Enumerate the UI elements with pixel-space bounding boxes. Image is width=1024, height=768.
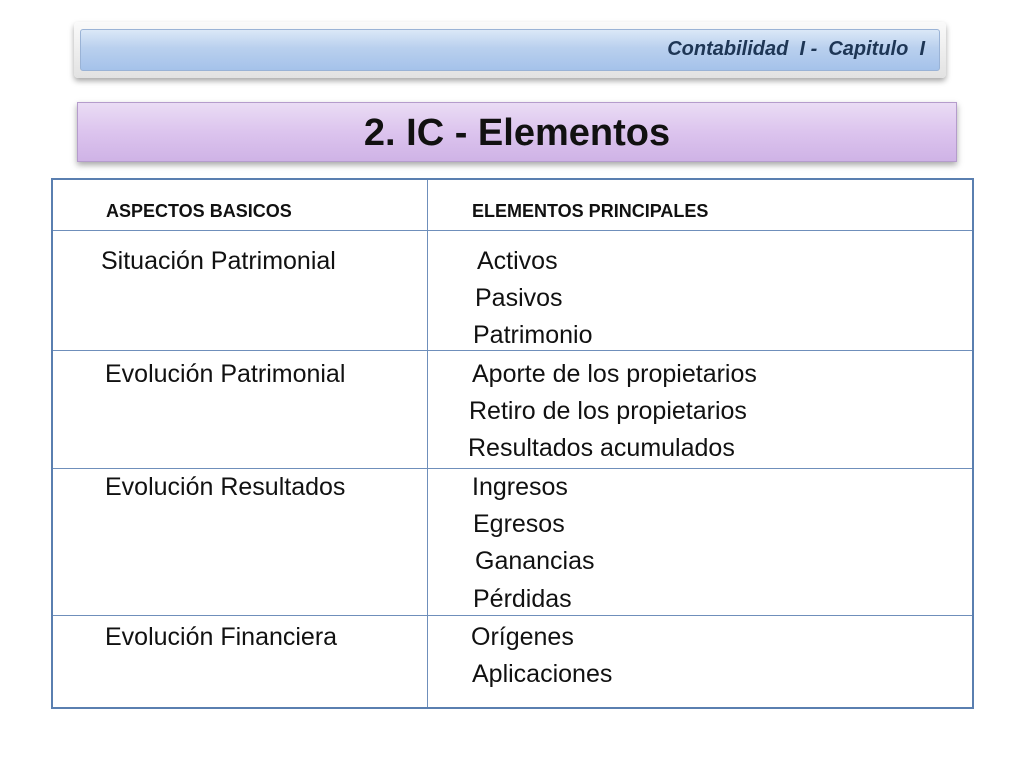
element-item: Egresos <box>473 510 565 538</box>
aspect-cell: Evolución Patrimonial <box>105 360 346 388</box>
column-divider <box>427 180 428 707</box>
element-item: Aporte de los propietarios <box>472 360 757 388</box>
element-item: Resultados acumulados <box>468 434 735 462</box>
element-item: Retiro de los propietarios <box>469 397 747 425</box>
aspect-cell: Situación Patrimonial <box>101 247 336 275</box>
title-box <box>77 102 957 162</box>
element-item: Pérdidas <box>473 585 572 613</box>
column-header-elements: ELEMENTOS PRINCIPALES <box>472 201 709 221</box>
element-item: Orígenes <box>471 623 574 651</box>
elements-table <box>51 178 974 709</box>
aspect-cell: Evolución Financiera <box>105 623 338 651</box>
aspect-cell: Evolución Resultados <box>105 473 346 501</box>
row-divider <box>53 615 972 616</box>
row-divider <box>53 468 972 469</box>
element-item: Activos <box>477 247 558 275</box>
element-item: Pasivos <box>475 284 563 312</box>
row-divider <box>53 350 972 351</box>
header-banner-inner <box>80 29 940 71</box>
element-item: Aplicaciones <box>472 660 613 688</box>
row-divider <box>53 230 972 231</box>
element-item: Ingresos <box>472 473 568 501</box>
page-title: 2. IC - Elementos <box>363 112 671 154</box>
header-banner <box>74 22 946 78</box>
element-item: Ganancias <box>475 547 595 575</box>
course-label: Contabilidad I - Capitulo I <box>667 38 925 60</box>
element-item: Patrimonio <box>473 321 593 349</box>
column-header-aspects: ASPECTOS BASICOS <box>106 201 292 221</box>
